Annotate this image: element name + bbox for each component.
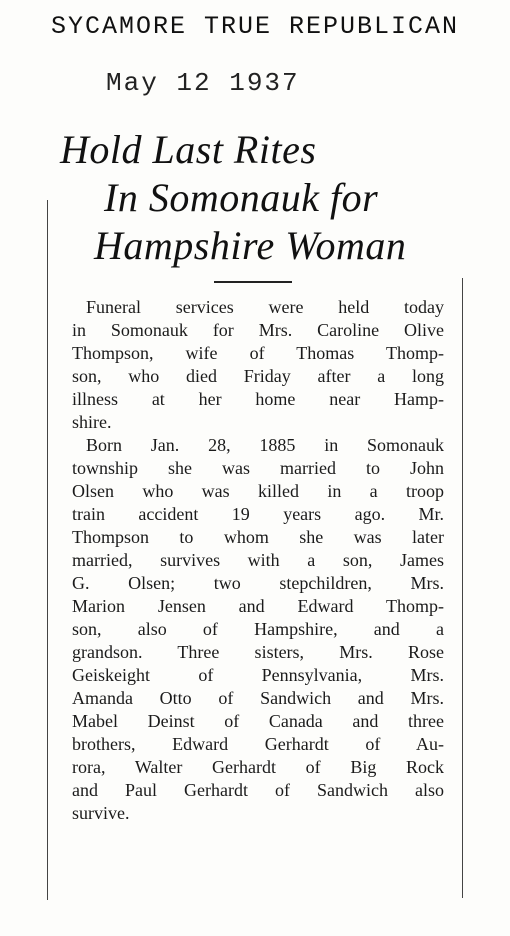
article-line: and Paul Gerhardt of Sandwich also [72,780,444,800]
article-line: township she was married to John [72,458,444,478]
headline-divider [214,281,292,283]
article-line: illness at her home near Hamp- [72,389,444,409]
article-line: Geiskeight of Pennsylvania, Mrs. [72,665,444,685]
article-line: Funeral services were held today [86,297,444,317]
column-rule-left [47,200,48,900]
article-line: son, also of Hampshire, and a [72,619,444,639]
article-line: survive. [72,803,130,823]
article-body [72,296,444,825]
article-line: Thompson to whom she was later [72,527,444,547]
article-line: rora, Walter Gerhardt of Big Rock [72,757,444,777]
article-line: son, who died Friday after a long [72,366,444,386]
article-line: Olsen who was killed in a troop [72,481,444,501]
publication-date: May 12 1937 [106,68,300,98]
article-line: train accident 19 years ago. Mr. [72,504,444,524]
article-line: shire. [72,412,112,432]
article-line: G. Olsen; two stepchildren, Mrs. [72,573,444,593]
article-line: brothers, Edward Gerhardt of Au- [72,734,444,754]
article-line: grandson. Three sisters, Mrs. Rose [72,642,444,662]
article-line: Thompson, wife of Thomas Thomp- [72,343,444,363]
headline-line-2: In Somonauk for [104,175,379,220]
article-line: married, survives with a son, James [72,550,444,570]
article-line: Marion Jensen and Edward Thomp- [72,596,444,616]
article-line: Born Jan. 28, 1885 in Somonauk [86,435,444,455]
article-line: Mabel Deinst of Canada and three [72,711,444,731]
headline-line-1: Hold Last Rites [60,127,317,172]
column-rule-right [462,278,463,898]
article-line: in Somonauk for Mrs. Caroline Olive [72,320,444,340]
headline-line-3: Hampshire Woman [94,223,407,268]
newspaper-masthead: SYCAMORE TRUE REPUBLICAN [50,12,460,41]
article-line: Amanda Otto of Sandwich and Mrs. [72,688,444,708]
